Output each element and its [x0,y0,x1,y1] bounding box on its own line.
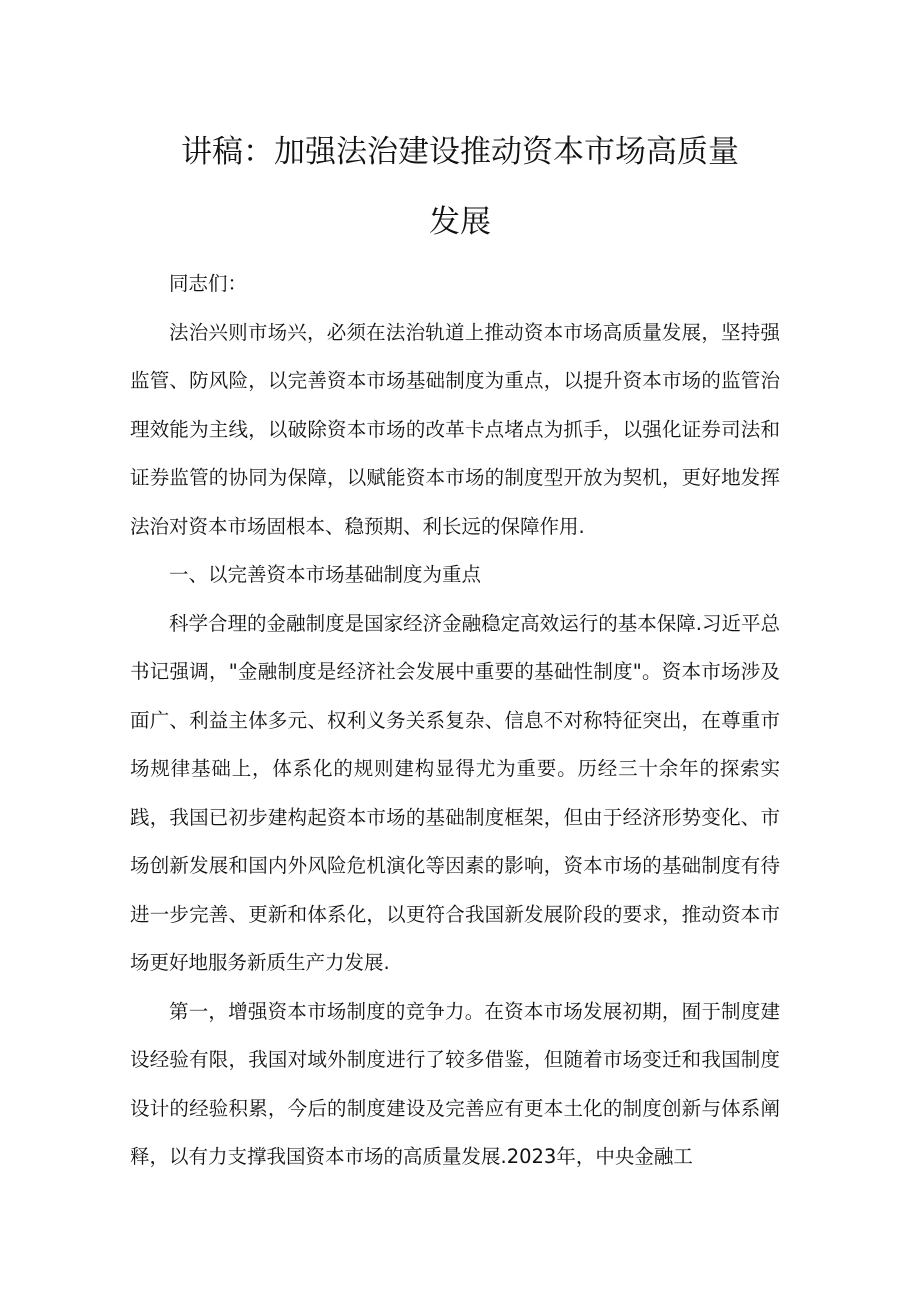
paragraph-intro: 法治兴则市场兴，必须在法治轨道上推动资本市场高质量发展，坚持强监管、防风险，以完善资本市场基础制度为重点，以提升资本市场的监管治理效能为主线，以破除资本市场的改革卡点堵点为抓手，以强化证券司法和证券监管的协同为保障，以赋能资本市场的制度型开放为契机，更好地发挥法治对资本市场固根本、稳预期、利长远的保障作用. [130,320,780,538]
paragraph-first-point: 第一，增强资本市场制度的竞争力。在资本市场发展初期，囿于制度建设经验有限，我国对域外制度进行了较多借鉴，但随着市场变迁和我国制度设计的经验积累，今后的制度建设及完善应有更本土化的制度创新与体系阐释，以有力支撑我国资本市场的高质量发展.2023年，中央金融工 [130,999,780,1168]
salutation: 同志们： [169,272,248,295]
paragraph-financial-system: 科学合理的金融制度是国家经济金融稳定高效运行的基本保障.习近平总书记强调，"金融制度是经济社会发展中重要的基础性制度"。资本市场涉及面广、利益主体多元、权利义务关系复杂、信息不对称特征突出，在尊重市场规律基础上，体系化的规则建构显得尤为重要。历经三十余年的探索实践，我国已初步建构起资本市场的基础制度框架，但由于经济形势变化、市场创新发展和国内外风险危机演化等因素的影响，资本市场的基础制度有待进一步完善、更新和体系化，以更符合我国新发展阶段的要求，推动资本市场更好地服务新质生产力发展. [130,611,780,974]
document-body [130,260,780,1182]
section-heading-1: 一、以完善资本市场基础制度为重点 [169,563,482,586]
document-title-line-2: 发展 [429,204,491,240]
document-title-line-1: 讲稿：加强法治建设推动资本市场高质量 [181,134,739,170]
